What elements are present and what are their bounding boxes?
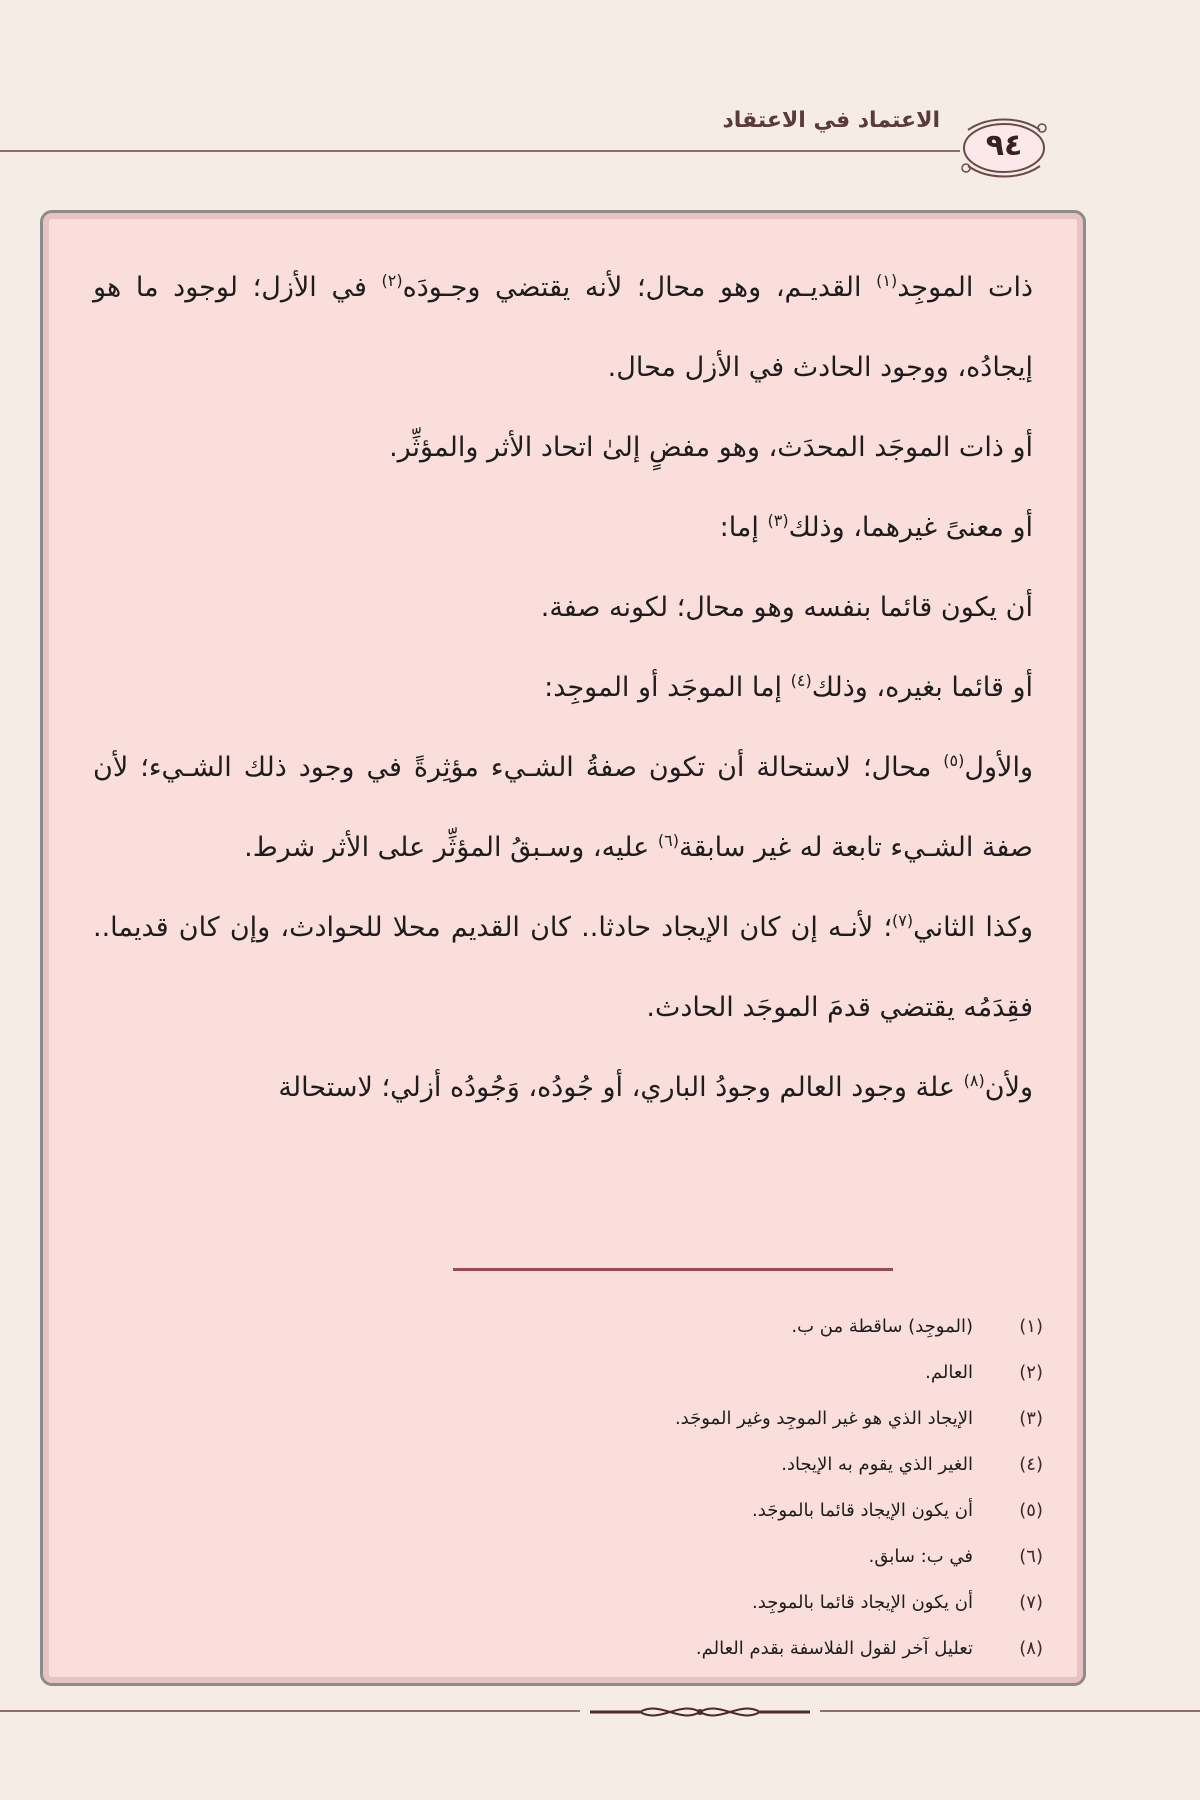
footnote-item [103, 1579, 1043, 1625]
footnote-item [103, 1395, 1043, 1441]
paragraph: ولأن$^{(٨)}$ علة وجود العالم وجودُ الباري، أو جُودُه، وَجُودُه أزلي؛ لاستحالة [278, 1071, 1033, 1103]
footnote-ref: (٣) [767, 511, 789, 530]
paragraph: أن يكون قائما بنفسه وهو محال؛ لكونه صفة. [540, 592, 1033, 623]
paragraph: والأول$^{(٥)}$ محال؛ لاستحالة أن تكون صفةُ الشـيء مؤثِرةً في وجود ذلك الشـيء؛ لأن صفة الشـيء تابعة له غير سابقة$^{(٦)}$ عليه، وسـبقُ المؤثِّر على الأثر شرط. [93, 751, 1033, 863]
running-title: الاعتماد في الاعتقاد [722, 108, 940, 133]
paragraph: أو ذات الموجَد المحدَث، وهو مفضٍ إلىٰ اتحاد الأثر والمؤثِّر. [389, 432, 1033, 463]
footnote-text: العالم. [925, 1361, 973, 1383]
body-text [93, 248, 1033, 1128]
content-frame [40, 210, 1086, 1686]
footnote-item [103, 1349, 1043, 1395]
footnote-number: (٤) [1019, 1453, 1043, 1475]
footnote-ref: (٧) [892, 911, 914, 930]
page-number: ٩٤ [985, 128, 1023, 163]
footnote-item [103, 1533, 1043, 1579]
footnote-number: (٥) [1019, 1499, 1043, 1521]
footnote-number: (٨) [1019, 1637, 1043, 1659]
paragraph: أو معنىً غيرهما، وذلك$^{(٣)}$ إما: [719, 511, 1033, 543]
header-rule [0, 150, 960, 152]
page-header [0, 100, 1200, 190]
page-number-badge [958, 116, 1050, 180]
footnote-text: (الموجِد) ساقطة من ب. [791, 1315, 973, 1337]
footnote-item [103, 1487, 1043, 1533]
paragraph: ذات الموجِد$^{(١)}$ القديـم، وهو محال؛ لأنه يقتضي وجـودَه$^{(٢)}$ في الأزل؛ لوجود ما هو إيجادُه، ووجود الحادث في الأزل محال. [93, 271, 1033, 383]
paragraph: وكذا الثاني$^{(٧)}$؛ لأنـه إن كان الإيجاد حادثا.. كان القديم محلا للحوادث، وإن كان قديما.. فقِدَمُه يقتضي قدمَ الموجَد الحادث. [93, 911, 1033, 1023]
footnote-number: (٧) [1019, 1591, 1043, 1613]
footnote-divider [453, 1268, 893, 1271]
footnote-item [103, 1303, 1043, 1349]
footnote-number: (٦) [1019, 1545, 1043, 1567]
footnote-text: في ب: سابق. [868, 1545, 973, 1567]
footnote-ref: (٦) [657, 831, 679, 850]
footnote-item [103, 1441, 1043, 1487]
footnote-ref: (٥) [943, 751, 965, 770]
footnote-text: أن يكون الإيجاد قائما بالموجَد. [752, 1499, 973, 1521]
footnote-text: تعليل آخر لقول الفلاسفة بقدم العالم. [695, 1637, 973, 1659]
paragraph: أو قائما بغيره، وذلك$^{(٤)}$ إما الموجَد أو الموجِد: [544, 671, 1033, 703]
footnote-number: (٢) [1019, 1361, 1043, 1383]
footnote-text: أن يكون الإيجاد قائما بالموجِد. [752, 1591, 973, 1613]
bottom-ornament-icon [580, 1700, 820, 1724]
footnote-ref: (١) [876, 271, 898, 290]
footnote-text: الإيجاد الذي هو غير الموجِد وغير الموجَد. [674, 1407, 973, 1429]
footnote-number: (٣) [1019, 1407, 1043, 1429]
footnote-number: (١) [1019, 1315, 1043, 1337]
footnote-ref: (٤) [790, 671, 812, 690]
footnote-ref: (٢) [381, 271, 403, 290]
footnote-text: الغير الذي يقوم به الإيجاد. [781, 1453, 973, 1475]
footnote-item [103, 1625, 1043, 1671]
footnote-ref: (٨) [963, 1071, 985, 1090]
footnotes [103, 1303, 1043, 1671]
